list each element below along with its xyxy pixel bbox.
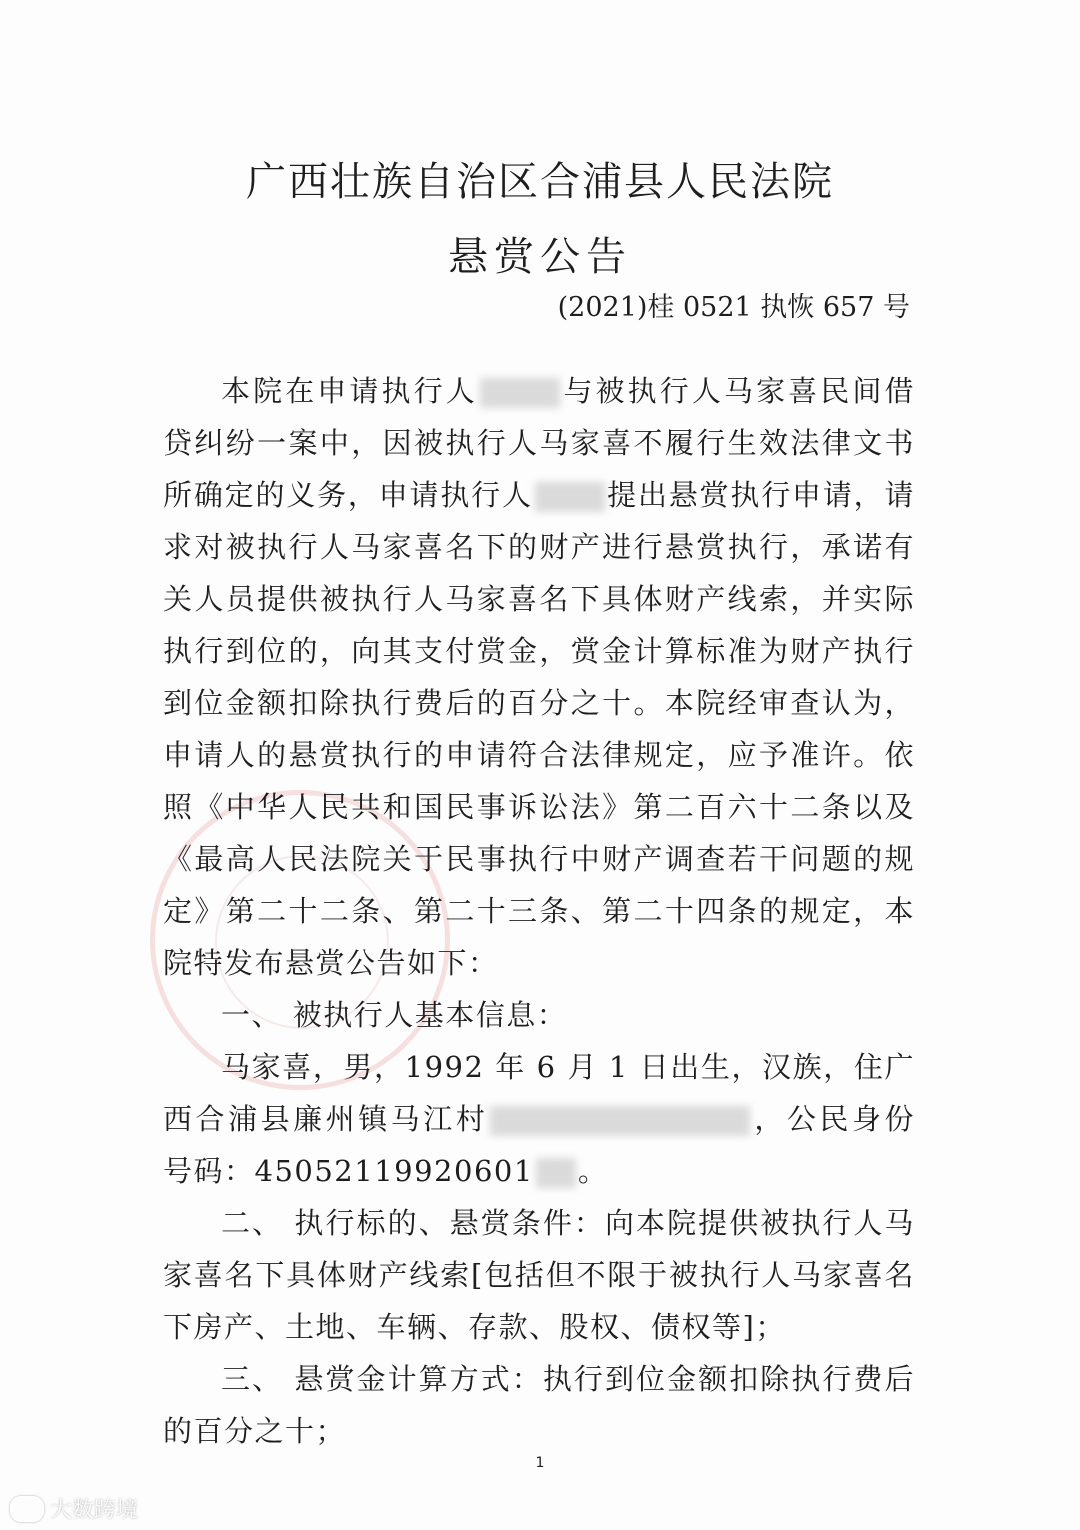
watermark-logo-icon [10, 1496, 44, 1522]
watermark-text: 大数跨境 [50, 1498, 139, 1523]
redacted-applicant-name-2 [535, 482, 605, 512]
intro-paragraph [163, 365, 915, 989]
notice-title: 悬赏公告 [448, 234, 632, 280]
watermark [10, 1493, 138, 1524]
section-3: 三、 悬赏金计算方式：执行到位金额扣除执行费后的百分之十； [163, 1362, 915, 1448]
court-name-title: 广西壮族自治区合浦县人民法院 [246, 159, 834, 205]
section-1-heading: 一、 被执行人基本信息： [221, 998, 568, 1032]
redacted-address [490, 1106, 750, 1136]
section-1-text-2: ，公民身份号码：45052119920601 [163, 1102, 915, 1188]
section-2: 二、 执行标的、悬赏条件：向本院提供被执行人马家喜名下具体财产线索[包括但不限于被执行人马家喜名下房产、土地、车辆、存款、股权、债权等]； [163, 1206, 915, 1344]
redacted-id-suffix [536, 1158, 576, 1188]
notice-body [163, 365, 915, 1457]
case-number: (2021)桂 0521 执恢 657 号 [557, 292, 910, 323]
page-number: 1 [535, 1455, 545, 1471]
redacted-applicant-name [480, 378, 560, 408]
section-1-text-3: 。 [577, 1154, 609, 1188]
intro-text-2: 与被执行人马家喜民间借贷纠纷一案中，因被执行人马家喜不履行生效法律文书所确定的义务，申请执行人 [163, 374, 915, 512]
intro-text-3: 提出悬赏执行申请，请求对被执行人马家喜名下的财产进行悬赏执行，承诺有关人员提供被执行人马家喜名下具体财产线索，并实际执行到位的，向其支付赏金，赏金计算标准为财产执行到位金额扣除执行费后的百分之十。本院经审查认为，申请人的悬赏执行的申请符合法律规定，应予准许。依照《中华人民共和国民事诉讼法》第二百六十二条以及《最高人民法院关于民事执行中财产调查若干问题的规定》第二十二条、第二十三条、第二十四条的规定，本院特发布悬赏公告如下： [163, 478, 915, 980]
section-1-text-1: 马家喜，男，1992 年 6 月 1 日出生，汉族，住广西合浦县廉州镇马江村 [163, 1050, 915, 1136]
section-1-details [163, 1041, 915, 1197]
intro-text-1: 本院在申请执行人 [221, 374, 478, 408]
